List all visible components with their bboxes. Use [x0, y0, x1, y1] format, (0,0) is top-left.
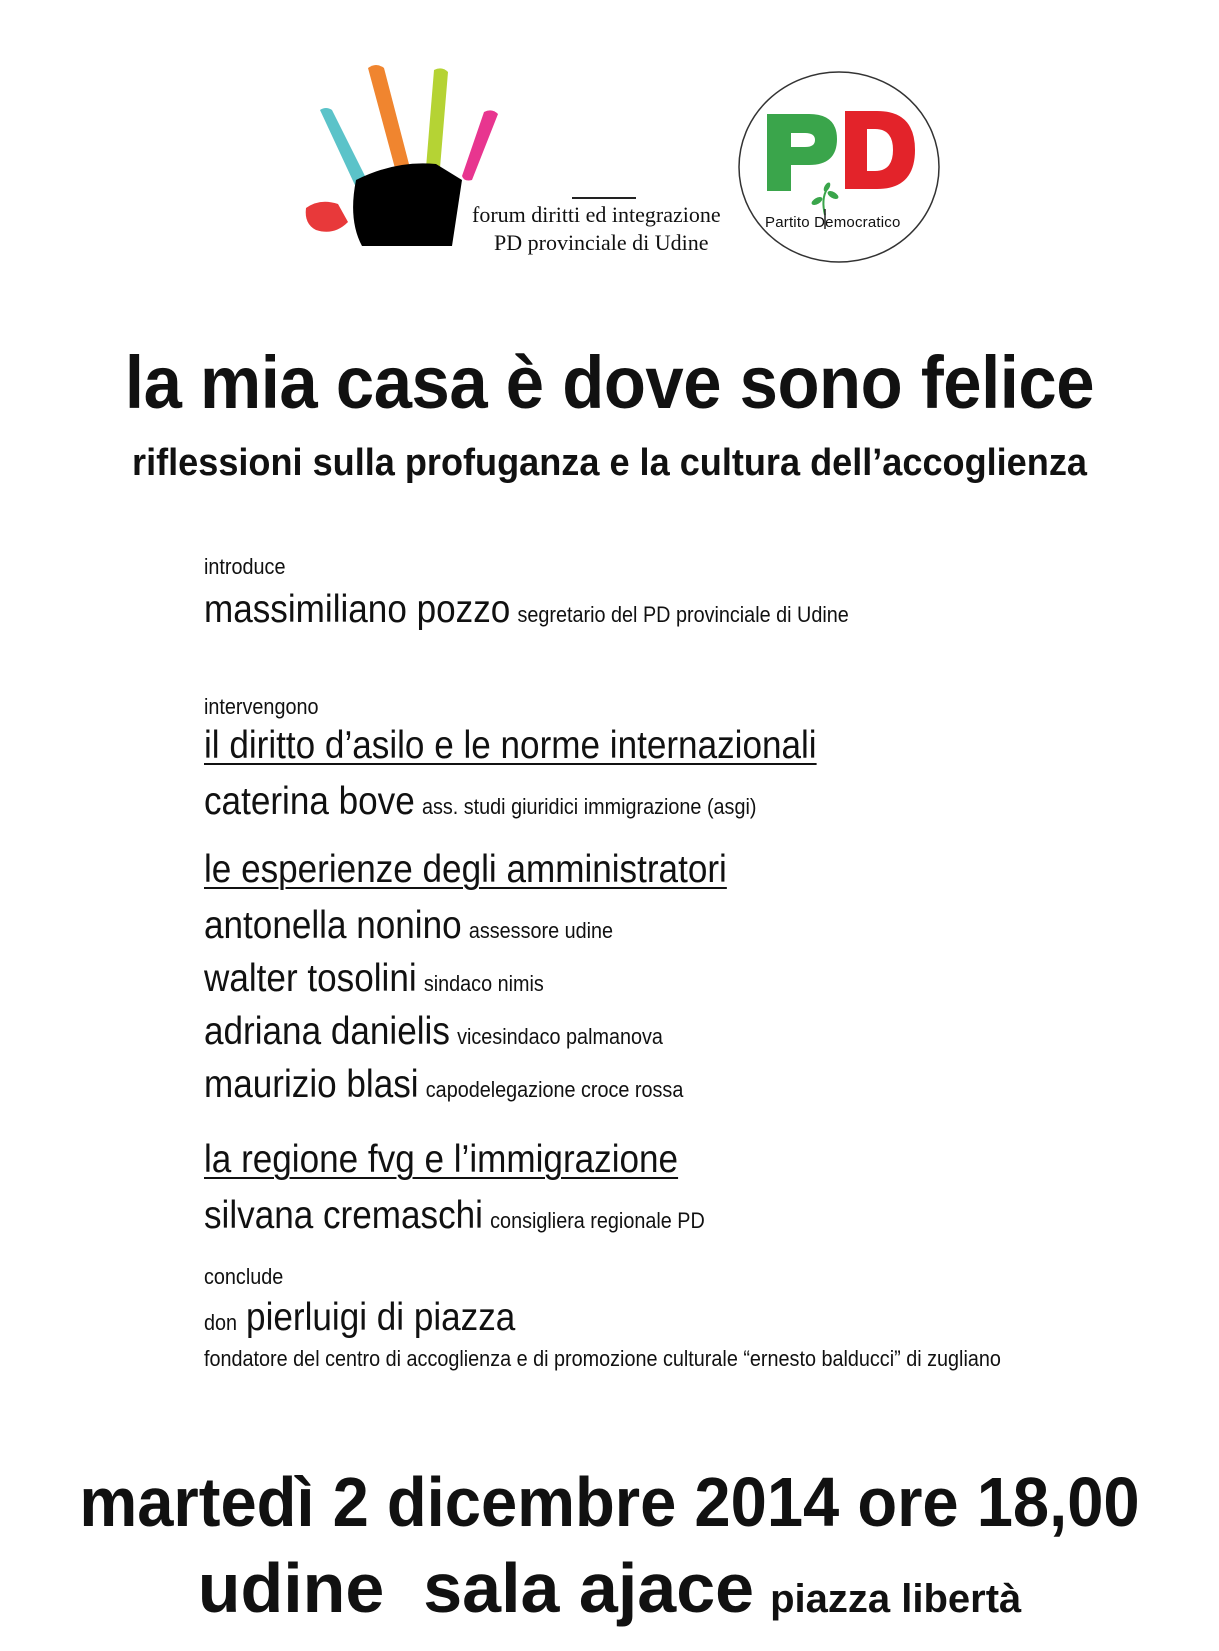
event-place — [0, 1548, 1219, 1628]
speaker-row — [204, 904, 613, 948]
speaker-role: ass. studi giuridici immigrazione (asgi) — [421, 794, 757, 819]
speaker-name: walter tosolini — [204, 957, 417, 1000]
speaker-role: segretario del PD provinciale di Udine — [517, 602, 849, 627]
speaker-name: silvana cremaschi — [204, 1194, 483, 1237]
forum-divider — [572, 197, 636, 199]
topic-title: la regione fvg e l’immigrazione — [204, 1138, 679, 1181]
forum-subname: PD provinciale di Udine — [494, 230, 709, 255]
event-venue: udine sala ajace — [197, 1549, 755, 1627]
speaker-row — [204, 1296, 515, 1340]
section-label-introduce: introduce — [204, 554, 286, 579]
speaker-name: caterina bove — [204, 780, 415, 823]
pd-logo — [737, 69, 941, 265]
speaker-row — [204, 588, 849, 632]
speaker-role: fondatore del centro di accoglienza e di promozione culturale “ernesto balducci” di zugliano — [204, 1346, 1001, 1371]
event-address: piazza libertà — [770, 1577, 1022, 1621]
section-label-conclude: conclude — [204, 1264, 284, 1289]
speaker-row — [204, 1194, 705, 1238]
speaker-role: consigliera regionale PD — [490, 1208, 705, 1233]
section-label-intervengono: intervengono — [204, 694, 319, 719]
speaker-name: maurizio blasi — [204, 1063, 419, 1106]
speaker-name: massimiliano pozzo — [204, 588, 511, 631]
speaker-name: pierluigi di piazza — [246, 1296, 516, 1339]
page-subtitle: riflessioni sulla profuganza e la cultura dell’accoglienza — [132, 442, 1087, 484]
topic-title: le esperienze degli amministratori — [204, 848, 727, 891]
speaker-role: capodelegazione croce rossa — [425, 1077, 684, 1102]
topic-title: il diritto d’asilo e le norme internazionali — [204, 724, 817, 767]
speaker-role: sindaco nimis — [423, 971, 544, 996]
forum-logo — [276, 40, 726, 270]
speaker-name: adriana danielis — [204, 1010, 450, 1053]
page-title: la mia casa è dove sono felice — [124, 341, 1095, 424]
pd-emblem-icon — [737, 69, 941, 265]
speaker-prefix: don — [204, 1310, 238, 1335]
topic-heading — [204, 724, 817, 768]
speaker-name: antonella nonino — [204, 904, 462, 947]
speaker-row — [204, 1010, 663, 1054]
speaker-row — [204, 780, 756, 824]
pd-caption: Partito Democratico — [765, 214, 901, 231]
topic-heading — [204, 1138, 678, 1182]
event-datetime: martedì 2 dicembre 2014 ore 18,00 — [79, 1463, 1140, 1541]
topic-heading — [204, 848, 727, 892]
forum-name: forum diritti ed integrazione — [472, 202, 721, 227]
speaker-role: vicesindaco palmanova — [457, 1024, 663, 1049]
speaker-row — [204, 957, 544, 1001]
speaker-role: assessore udine — [468, 918, 614, 943]
speaker-row — [204, 1063, 683, 1107]
